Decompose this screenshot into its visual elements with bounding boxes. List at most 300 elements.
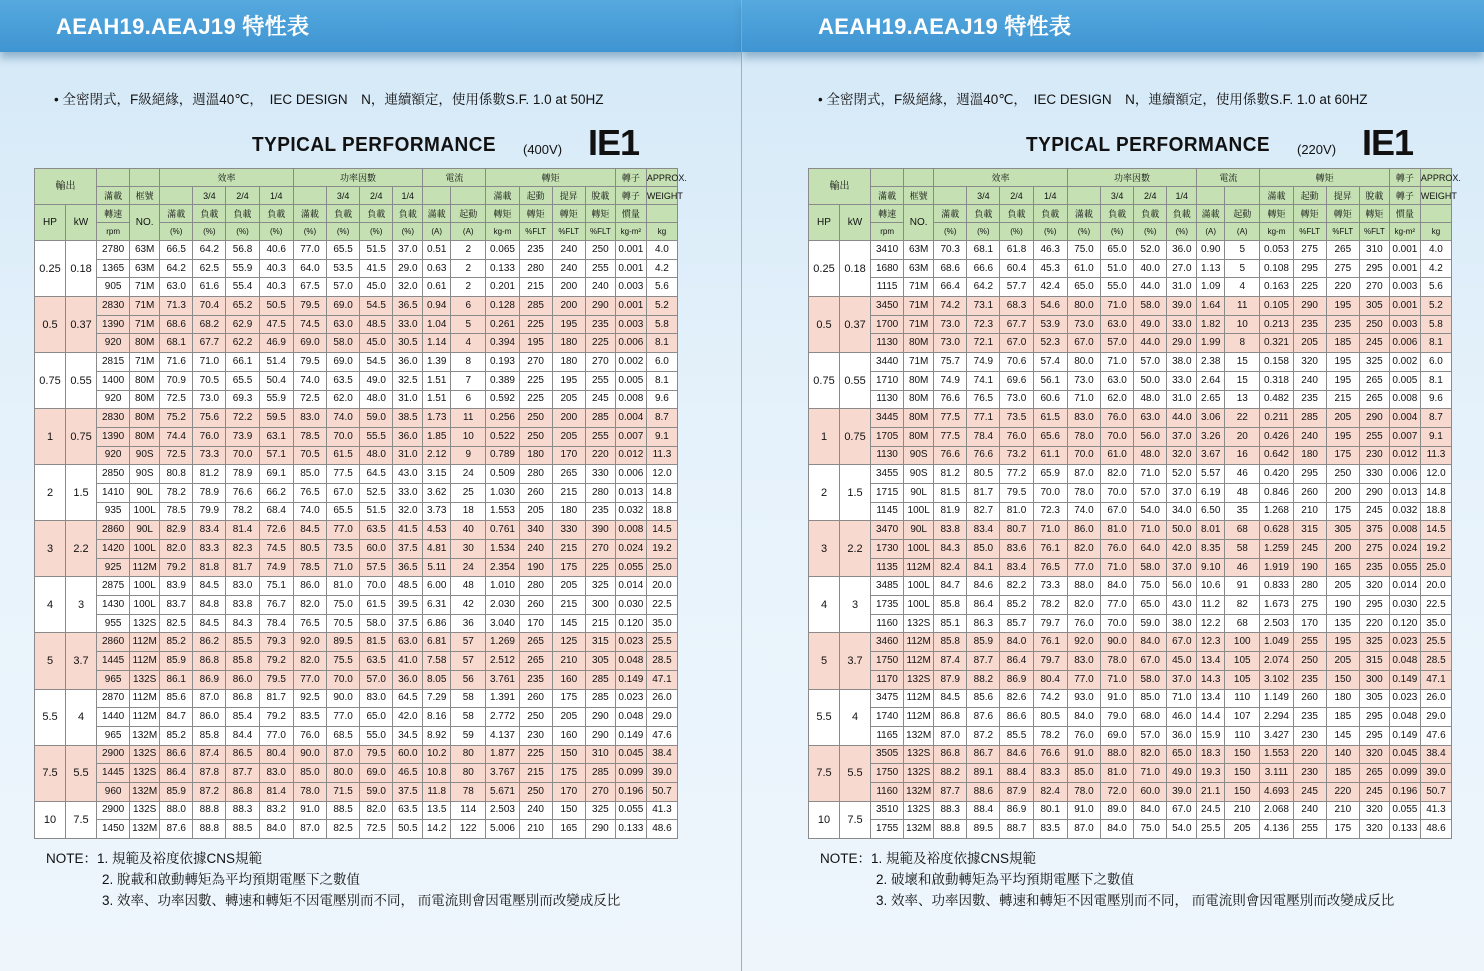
cell-pf: 78.0	[293, 782, 326, 801]
cell-p14: 63.0	[393, 633, 423, 652]
unit-pct: (%)	[967, 223, 1000, 241]
header-torque-sub: 轉矩	[1260, 205, 1293, 223]
cell-e24: 67.7	[1000, 315, 1033, 334]
cell-pf: 83.5	[293, 708, 326, 727]
cell-hp: 4	[35, 577, 66, 633]
cell-p14: 36.0	[393, 427, 423, 446]
cell-trq: 5.006	[486, 820, 519, 839]
cell-kw: 3.7	[840, 633, 871, 689]
cell-spd: 1445	[97, 764, 130, 783]
cell-trq: 0.628	[1260, 521, 1293, 540]
cell-trq: 0.846	[1260, 483, 1293, 502]
cell-e24: 73.5	[1000, 409, 1033, 428]
cell-frm: 80M	[904, 409, 934, 428]
cell-p34: 71.0	[327, 558, 360, 577]
cell-e14: 78.4	[259, 614, 293, 633]
cell-cur: 1.99	[1197, 334, 1225, 353]
cell-brk: 285	[585, 689, 615, 708]
cell-st: 11	[451, 409, 486, 428]
cell-st: 5	[1225, 241, 1260, 260]
cell-brk: 245	[585, 390, 615, 409]
header-3-4: 3/4	[327, 187, 360, 205]
cell-p34: 63.0	[1101, 371, 1134, 390]
table-row	[809, 652, 1452, 671]
cell-p24: 79.5	[360, 745, 393, 764]
cell-wt: 35.0	[1420, 614, 1451, 633]
cell-cur: 8.05	[423, 670, 451, 689]
cell-wt: 9.6	[646, 390, 677, 409]
cell-trq: 0.211	[1260, 409, 1293, 428]
cell-sti: 225	[519, 745, 552, 764]
cell-p14: 34.5	[393, 726, 423, 745]
cell-wt: 4.2	[646, 259, 677, 278]
cell-st: 58	[1225, 540, 1260, 559]
cell-cur: 0.94	[423, 297, 451, 316]
table-row	[809, 820, 1452, 839]
cell-pul: 145	[552, 614, 585, 633]
cell-sti: 240	[1293, 801, 1326, 820]
cell-e24: 86.8	[226, 782, 259, 801]
unit-kg: kg	[1420, 223, 1451, 241]
cell-pul: 200	[552, 409, 585, 428]
cell-ine: 0.023	[1389, 689, 1420, 708]
cell-trq: 5.671	[486, 782, 519, 801]
cell-trq: 1.269	[486, 633, 519, 652]
cell-sti: 190	[1293, 558, 1326, 577]
cell-ef: 70.9	[160, 371, 193, 390]
cell-hp: 2	[809, 465, 840, 521]
cell-pf: 93.0	[1067, 689, 1100, 708]
header-blank	[934, 187, 967, 205]
cell-cur: 10.2	[423, 745, 451, 764]
cell-frm: 132S	[904, 670, 934, 689]
cell-st: 80	[451, 764, 486, 783]
cell-sti: 210	[519, 820, 552, 839]
cell-p14: 48.5	[393, 577, 423, 596]
cell-e34: 87.2	[967, 726, 1000, 745]
header-3-4: 3/4	[967, 187, 1000, 205]
cell-pf: 83.0	[1067, 409, 1100, 428]
cell-ine: 0.099	[615, 764, 646, 783]
cell-frm: 90S	[130, 465, 160, 484]
cell-brk: 285	[585, 409, 615, 428]
cell-cur: 1.51	[423, 371, 451, 390]
cell-p14: 46.0	[1167, 708, 1197, 727]
cell-kw: 5.5	[840, 745, 871, 801]
cell-ine: 0.048	[615, 708, 646, 727]
cell-p34: 67.0	[1101, 502, 1134, 521]
cell-p34: 62.0	[327, 390, 360, 409]
cell-spd: 960	[97, 782, 130, 801]
cell-p34: 57.0	[1101, 334, 1134, 353]
cell-ine: 0.001	[1389, 259, 1420, 278]
cell-e24: 85.4	[226, 708, 259, 727]
cell-e24: 87.7	[226, 764, 259, 783]
cell-e34: 88.4	[967, 801, 1000, 820]
header-full-load: 滿載	[293, 205, 326, 223]
cell-brk: 255	[585, 427, 615, 446]
cell-sti: 260	[519, 596, 552, 615]
cell-e34: 70.4	[193, 297, 226, 316]
cell-p14: 32.0	[393, 502, 423, 521]
cell-brk: 280	[585, 483, 615, 502]
cell-e34: 76.6	[967, 446, 1000, 465]
cell-ef: 78.5	[160, 502, 193, 521]
cell-sti: 245	[1293, 782, 1326, 801]
cell-p24: 58.0	[1134, 297, 1167, 316]
cell-p34: 77.0	[1101, 596, 1134, 615]
cell-cur: 3.06	[1197, 409, 1225, 428]
title-banner	[742, 0, 1484, 52]
cell-pf: 79.5	[293, 353, 326, 372]
cell-pul: 170	[552, 446, 585, 465]
cell-e34: 88.2	[967, 670, 1000, 689]
cell-p24: 67.0	[1134, 652, 1167, 671]
header-breakdown: 脫載	[1359, 187, 1389, 205]
cell-p14: 50.0	[1167, 521, 1197, 540]
cell-sti: 285	[1293, 409, 1326, 428]
cell-spd: 3445	[871, 409, 904, 428]
cell-ine: 0.001	[1389, 241, 1420, 260]
cell-p34: 84.0	[1101, 577, 1134, 596]
cell-ef: 81.2	[934, 465, 967, 484]
cell-pul: 195	[1326, 427, 1359, 446]
cell-pf: 77.0	[293, 241, 326, 260]
note-3: 3. 效率、功率因數、轉速和轉矩不因電壓別而不同， 而電流則會因電壓別而改變成反比	[102, 893, 621, 908]
cell-cur: 24.5	[1197, 801, 1225, 820]
cell-trq: 3.111	[1260, 764, 1293, 783]
cell-e34: 86.8	[193, 652, 226, 671]
cell-st: 59	[451, 726, 486, 745]
cell-p34: 80.0	[327, 764, 360, 783]
cell-frm: 90L	[904, 521, 934, 540]
header-kw: kW	[66, 205, 97, 241]
cell-ef: 87.0	[934, 726, 967, 745]
cell-frm: 132S	[904, 614, 934, 633]
cell-e24: 83.8	[226, 596, 259, 615]
header-hp: HP	[809, 205, 840, 241]
cell-e14: 53.9	[1033, 315, 1067, 334]
cell-st: 30	[451, 540, 486, 559]
cell-ef: 85.9	[160, 652, 193, 671]
cell-p34: 71.0	[1101, 670, 1134, 689]
table-row	[809, 446, 1452, 465]
cell-cur: 14.2	[423, 820, 451, 839]
cell-p24: 45.0	[360, 334, 393, 353]
cell-brk: 375	[1359, 521, 1389, 540]
cell-p14: 38.0	[1167, 353, 1197, 372]
cell-frm: 112M	[904, 558, 934, 577]
cell-ine: 0.001	[615, 259, 646, 278]
header-load: 負載	[327, 205, 360, 223]
cell-wt: 50.7	[1420, 782, 1451, 801]
cell-frm: 132M	[904, 820, 934, 839]
cell-brk: 390	[585, 521, 615, 540]
cell-cur: 6.00	[423, 577, 451, 596]
cell-wt: 11.3	[1420, 446, 1451, 465]
cell-ef: 74.2	[934, 297, 967, 316]
cell-frm: 80M	[130, 334, 160, 353]
cell-trq: 0.761	[486, 521, 519, 540]
cell-e24: 83.6	[1000, 540, 1033, 559]
cell-frm: 90S	[130, 446, 160, 465]
voltage-label: (220V)	[1297, 142, 1337, 157]
cell-wt: 20.0	[1420, 577, 1451, 596]
cell-e24: 88.7	[1000, 820, 1033, 839]
cell-sti: 170	[519, 614, 552, 633]
cell-e24: 85.5	[1000, 726, 1033, 745]
cell-pf: 74.0	[293, 371, 326, 390]
cell-frm: 63M	[130, 241, 160, 260]
header-frame-no: NO.	[130, 205, 160, 241]
cell-brk: 325	[1359, 353, 1389, 372]
cell-cur: 18.3	[1197, 745, 1225, 764]
cell-ef: 66.5	[160, 241, 193, 260]
cell-p34: 76.0	[1101, 409, 1134, 428]
table-row	[809, 782, 1452, 801]
cell-p24: 60.0	[1134, 782, 1167, 801]
cell-sti: 220	[1293, 745, 1326, 764]
cell-e14: 79.7	[1033, 614, 1067, 633]
cell-st: 10	[451, 427, 486, 446]
header-rotor: 轉子	[1389, 169, 1420, 187]
unit-pct: (%)	[1134, 223, 1167, 241]
header-blank	[1067, 187, 1100, 205]
cell-spd: 1365	[97, 259, 130, 278]
cell-e14: 73.3	[1033, 577, 1067, 596]
cell-p24: 83.0	[360, 689, 393, 708]
cell-cur: 1.04	[423, 315, 451, 334]
header-full-load: 滿載	[486, 187, 519, 205]
cell-p34: 77.0	[327, 708, 360, 727]
cell-p14: 30.5	[393, 334, 423, 353]
cell-ine: 0.001	[1389, 297, 1420, 316]
cell-frm: 80M	[130, 409, 160, 428]
cell-e14: 83.3	[1033, 764, 1067, 783]
cell-p24: 58.0	[1134, 670, 1167, 689]
header-weight: WEIGHT	[1420, 187, 1451, 205]
cell-wt: 25.0	[646, 558, 677, 577]
cell-st: 58	[451, 708, 486, 727]
cell-sti: 180	[1293, 446, 1326, 465]
cell-cur: 6.86	[423, 614, 451, 633]
cell-ef: 80.8	[160, 465, 193, 484]
cell-ine: 0.133	[1389, 820, 1420, 839]
cell-frm: 132S	[130, 670, 160, 689]
cell-e24: 81.7	[226, 558, 259, 577]
cell-st: 150	[1225, 764, 1260, 783]
cell-frm: 71M	[130, 315, 160, 334]
cell-spd: 2860	[97, 521, 130, 540]
header-torque: 轉矩	[486, 169, 615, 187]
cell-spd: 1145	[871, 502, 904, 521]
cell-e24: 84.0	[1000, 633, 1033, 652]
header-1-4: 1/4	[259, 187, 293, 205]
cell-spd: 1420	[97, 540, 130, 559]
cell-ef: 85.1	[934, 614, 967, 633]
cell-pf: 74.0	[1067, 502, 1100, 521]
cell-pf: 61.0	[1067, 259, 1100, 278]
cell-st: 5	[451, 315, 486, 334]
table-row	[35, 446, 678, 465]
cell-sti: 275	[1293, 596, 1326, 615]
cell-pul: 205	[1326, 409, 1359, 428]
title-banner	[0, 0, 742, 52]
header-speed-full: 滿載	[97, 187, 130, 205]
cell-ef: 73.0	[934, 334, 967, 353]
cell-sti: 250	[1293, 652, 1326, 671]
cell-spd: 1730	[871, 540, 904, 559]
cell-spd: 1135	[871, 558, 904, 577]
cell-e34: 86.3	[967, 614, 1000, 633]
cell-pul: 195	[1326, 371, 1359, 390]
cell-sti: 285	[519, 297, 552, 316]
cell-cur: 0.61	[423, 278, 451, 297]
cell-e34: 85.8	[193, 726, 226, 745]
cell-brk: 295	[1359, 726, 1389, 745]
cell-e24: 68.3	[1000, 297, 1033, 316]
cell-wt: 41.3	[1420, 801, 1451, 820]
cell-sti: 290	[1293, 297, 1326, 316]
cell-st: 6	[451, 390, 486, 409]
cell-ef: 77.5	[934, 427, 967, 446]
cell-ine: 0.006	[1389, 334, 1420, 353]
cell-wt: 47.1	[646, 670, 677, 689]
cell-p34: 71.5	[327, 782, 360, 801]
cell-pf: 84.0	[1067, 708, 1100, 727]
cell-cur: 1.82	[1197, 315, 1225, 334]
cell-cur: 14.4	[1197, 708, 1225, 727]
cell-trq: 2.512	[486, 652, 519, 671]
cell-e24: 82.2	[1000, 577, 1033, 596]
cell-ine: 0.012	[1389, 446, 1420, 465]
cell-frm: 80M	[904, 427, 934, 446]
cell-wt: 19.2	[1420, 540, 1451, 559]
cell-e24: 81.4	[226, 521, 259, 540]
cell-p34: 70.0	[1101, 614, 1134, 633]
table-row	[809, 241, 1452, 260]
cell-hp: 0.5	[35, 297, 66, 353]
cell-p34: 78.0	[1101, 652, 1134, 671]
cell-cur: 8.16	[423, 708, 451, 727]
header-blank	[1420, 205, 1451, 223]
table-header	[35, 169, 687, 241]
cell-wt: 35.0	[646, 614, 677, 633]
cell-wt: 25.5	[646, 633, 677, 652]
cell-pul: 200	[552, 297, 585, 316]
cell-spd: 1445	[97, 652, 130, 671]
cell-p24: 71.0	[1134, 521, 1167, 540]
cell-e24: 79.5	[1000, 483, 1033, 502]
cell-pf: 74.0	[293, 502, 326, 521]
table-row	[809, 764, 1452, 783]
header-load: 負載	[1134, 205, 1167, 223]
cell-hp: 5.5	[35, 689, 66, 745]
cell-spd: 2850	[97, 465, 130, 484]
cell-frm: 100L	[130, 502, 160, 521]
cell-p24: 58.0	[1134, 558, 1167, 577]
cell-brk: 320	[1359, 801, 1389, 820]
cell-pf: 76.0	[1067, 726, 1100, 745]
cell-sti: 170	[1293, 614, 1326, 633]
cell-trq: 1.919	[1260, 558, 1293, 577]
cell-trq: 0.509	[486, 465, 519, 484]
cell-p14: 52.0	[1167, 465, 1197, 484]
unit-kgm: kg-m	[1260, 223, 1293, 241]
cell-sti: 180	[519, 446, 552, 465]
cell-p24: 57.0	[1134, 726, 1167, 745]
cell-pul: 185	[1326, 708, 1359, 727]
cell-p24: 65.0	[1134, 596, 1167, 615]
cell-sti: 250	[519, 409, 552, 428]
header-starting: 起動	[451, 205, 486, 223]
cell-trq: 2.503	[486, 801, 519, 820]
cell-p14: 36.0	[1167, 241, 1197, 260]
cell-e24: 76.0	[1000, 427, 1033, 446]
unit-rpm: rpm	[97, 223, 130, 241]
cell-e24: 86.9	[1000, 801, 1033, 820]
cell-brk: 285	[585, 670, 615, 689]
cell-pf: 85.0	[1067, 764, 1100, 783]
unit-pct: (%)	[193, 223, 226, 241]
cell-p14: 46.5	[393, 764, 423, 783]
cell-spd: 2860	[97, 633, 130, 652]
cell-pul: 265	[552, 465, 585, 484]
cell-p14: 38.0	[1167, 614, 1197, 633]
cell-p14: 33.0	[393, 483, 423, 502]
cell-p24: 63.5	[360, 652, 393, 671]
table-row	[35, 390, 678, 409]
cell-e14: 79.7	[1033, 652, 1067, 671]
cell-ine: 0.004	[1389, 409, 1420, 428]
cell-e14: 40.3	[259, 259, 293, 278]
cell-brk: 220	[585, 446, 615, 465]
cell-pul: 180	[552, 353, 585, 372]
header-starting: 起動	[1225, 205, 1260, 223]
cell-p24: 63.0	[1134, 409, 1167, 428]
cell-st: 25	[451, 483, 486, 502]
cell-wt: 28.5	[1420, 652, 1451, 671]
cell-e14: 76.1	[1033, 540, 1067, 559]
table-row	[35, 241, 678, 260]
cell-sti: 240	[519, 801, 552, 820]
table-row	[35, 334, 678, 353]
cell-sti: 235	[519, 670, 552, 689]
cell-spd: 3470	[871, 521, 904, 540]
cell-wt: 9.1	[646, 427, 677, 446]
table-row	[35, 652, 678, 671]
table-row	[809, 633, 1452, 652]
header-2-4: 2/4	[1134, 187, 1167, 205]
cell-trq: 0.394	[486, 334, 519, 353]
cell-p34: 51.0	[1101, 259, 1134, 278]
cell-hp: 0.5	[809, 297, 840, 353]
cell-ef: 87.4	[934, 652, 967, 671]
cell-brk: 245	[1359, 782, 1389, 801]
cell-p34: 81.0	[327, 577, 360, 596]
cell-ine: 0.055	[615, 801, 646, 820]
cell-pul: 195	[1326, 633, 1359, 652]
cell-ine: 0.006	[1389, 465, 1420, 484]
cell-p24: 54.5	[360, 297, 393, 316]
cell-wt: 5.6	[1420, 278, 1451, 297]
cell-e14: 74.2	[1033, 689, 1067, 708]
cell-sti: 205	[1293, 334, 1326, 353]
cell-cur: 0.51	[423, 241, 451, 260]
cell-spd: 1130	[871, 446, 904, 465]
cell-st: 11	[1225, 297, 1260, 316]
cell-ef: 79.2	[160, 558, 193, 577]
